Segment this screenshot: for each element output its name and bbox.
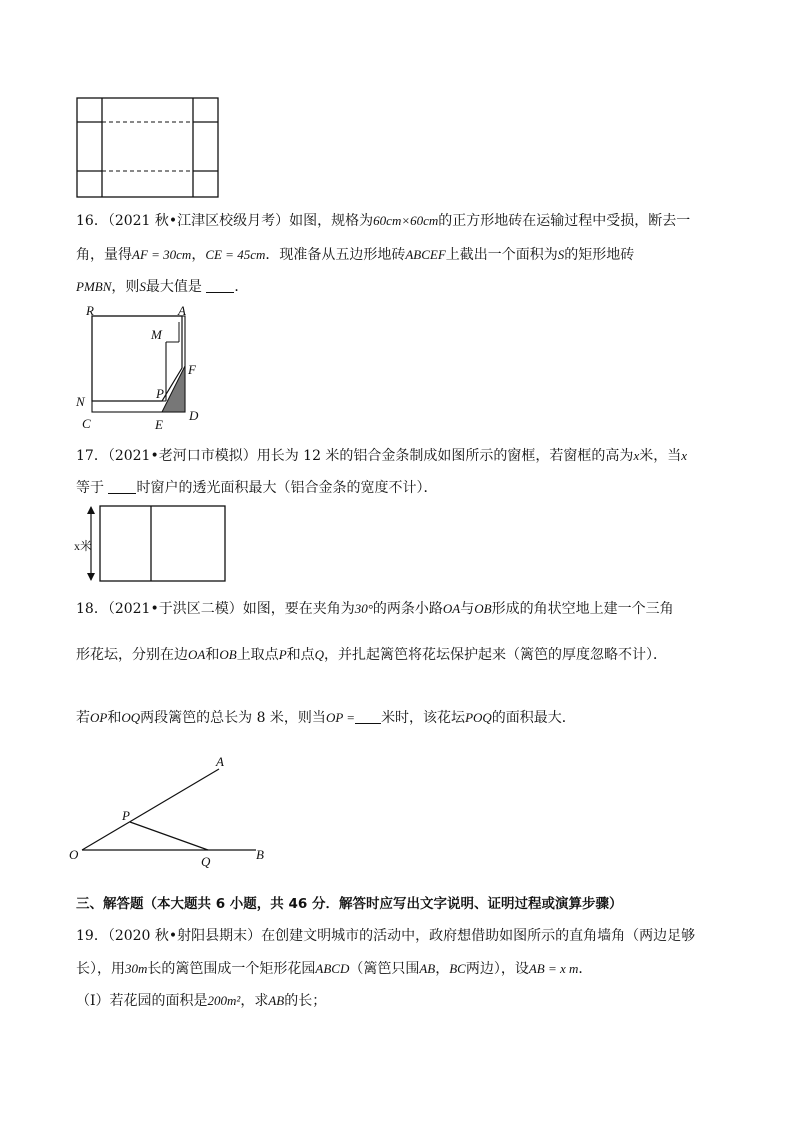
q19-line-1: 19．（2020 秋•射阳县期末）在创建文明城市的活动中，政府想借助如图所示的直角墙角（两边足够 [76,928,696,944]
label-P: P [122,808,130,823]
label-Q: Q [201,854,211,868]
q18-line-1: 18．（2021•于洪区二模）如图，要在夹角为30°的两条小路OA与OB形成的角状空地上建一个三角 [76,601,674,617]
label-C: C [82,416,91,431]
q17-line-1: 17．（2021•老河口市模拟）用长为 12 米的铝合金条制成如图所示的窗框，若窗框的高为x米，当x [76,448,687,464]
label-A: A [178,303,186,318]
label-D: D [189,408,199,423]
q19-line-3: （Ⅰ）若花园的面积是200m²，求AB的长； [76,993,327,1009]
label-A: A [216,754,224,769]
q18-line-2: 形花坛，分别在边OA和OB上取点P和点Q，并扎起篱笆将花坛保护起来（篱笆的厚度忽略不计）． [76,647,668,663]
label-M: M [151,327,162,342]
height-label: x米 [74,539,93,553]
box-net-figure [76,97,220,199]
q18-line-3: 若OP和OQ两段篱笆的总长为 8 米，则当OP = 米时，该花坛POQ的面积最大． [76,710,576,726]
q16-line-3: PMBN，则S最大值是 ． [76,279,249,295]
q17-line-2: 等于 时窗户的透光面积最大（铝合金条的宽度不计）． [76,480,438,496]
label-E: E [155,417,163,432]
label-O: O [69,847,79,862]
label-P: P [156,386,164,401]
q16-line-1: 16．（2021 秋•江津区校级月考）如图，规格为60cm×60cm的正方形地砖在运输过程中受损，断去一 [76,213,691,229]
q19-line-2: 长），用30m长的篱笆围成一个矩形花园ABCD（篱笆只围AB，BC两边），设AB = x m． [76,961,593,977]
label-R: R [86,303,94,318]
window-frame-figure [72,504,232,584]
label-N: N [76,394,85,409]
section-title: 三、解答题（本大题共 6 小题，共 46 分．解答时应写出文字说明、证明过程或演算步骤） [76,896,623,912]
label-F: F [188,362,196,377]
angle-figure [66,750,276,868]
answer-blank [108,479,136,494]
tile-figure [72,302,212,434]
answer-blank [206,278,234,293]
q16-line-2: 角，量得AF = 30cm，CE = 45cm．现准备从五边形地砖ABCEF上截出一个面积为S的矩形地砖 [76,247,635,263]
answer-blank [355,709,381,724]
label-B: B [256,847,264,862]
